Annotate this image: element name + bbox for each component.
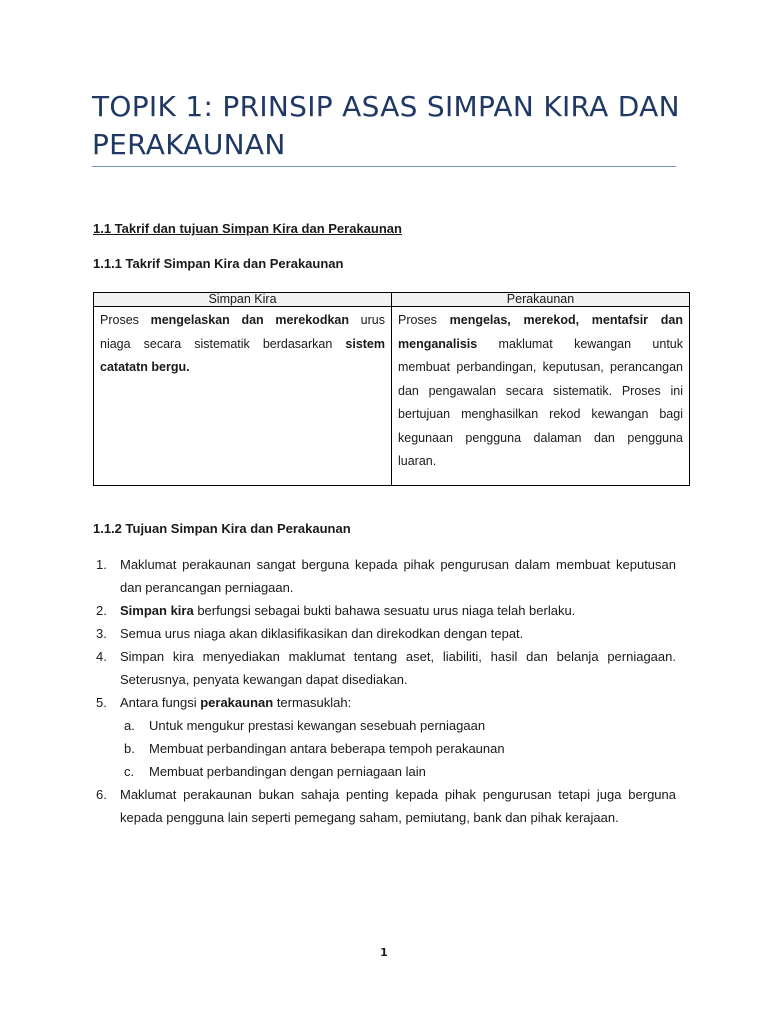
subsection-heading-purposes: 1.1.2 Tujuan Simpan Kira dan Perakaunan (93, 521, 351, 536)
sublist-text: Membuat perbandingan antara beberapa tempoh perakaunan (149, 741, 505, 756)
page-title: TOPIK 1: PRINSIP ASAS SIMPAN KIRA DAN PERAKAUNAN (92, 90, 680, 161)
list-item (93, 622, 676, 645)
accounting-functions-sublist (120, 714, 676, 783)
cell-bold-text: sistem catatatn bergu. (100, 336, 385, 374)
cell-text: maklumat kewangan untuk membuat perbandingan, keputusan, perancangan dan pengawalan secara sistematik. Proses ini bertujuan menghasilkan rekod kewangan bagi kegunaan pengguna dalaman dan pengguna luaran. (398, 336, 683, 468)
sublist-letter: b. (124, 741, 135, 756)
section-heading: 1.1 Takrif dan tujuan Simpan Kira dan Perakaunan (93, 221, 402, 236)
cell-text: Proses (398, 313, 450, 327)
column-header-simpan-kira: Simpan Kira (94, 293, 392, 307)
cell-bold-text: mengelas, merekod, mentafsir dan menganalisis (398, 313, 683, 351)
list-item (93, 599, 676, 622)
cell-bold-text: mengelaskan dan merekodkan (150, 313, 349, 327)
list-text: berfungsi sebagai bukti bahawa sesuatu urus niaga telah berlaku. (193, 603, 576, 618)
sublist-item (120, 714, 676, 737)
list-number: 2. (96, 603, 107, 618)
list-text: Semua urus niaga akan diklasifikasikan dan direkodkan dengan tepat. (120, 626, 524, 641)
table-row (94, 307, 690, 486)
sublist-text: Membuat perbandingan dengan perniagaan lain (149, 764, 426, 779)
page-number: 1 (380, 946, 388, 959)
column-header-perakaunan: Perakaunan (392, 293, 690, 307)
list-text: Maklumat perakaunan sangat berguna kepada pihak pengurusan dalam membuat keputusan dan perancangan perniagaan. (120, 557, 676, 595)
list-number: 1. (96, 557, 107, 572)
cell-text: urus niaga secara sistematik berdasarkan (100, 313, 385, 351)
cell-simpan-kira-definition (94, 307, 392, 486)
list-text: Maklumat perakaunan bukan sahaja penting kepada pihak pengurusan tetapi juga berguna kepada pengguna lain seperti pemegang saham, pemiutang, bank dan pihak kerajaan. (120, 787, 676, 825)
list-bold-text: Simpan kira (120, 603, 194, 618)
list-number: 4. (96, 649, 107, 664)
cell-perakaunan-definition (392, 307, 690, 486)
list-item (93, 783, 676, 829)
sublist-letter: c. (124, 764, 135, 779)
list-item (93, 553, 676, 599)
list-text: termasuklah: (273, 695, 352, 710)
table-header-row (94, 293, 690, 307)
list-text: Simpan kira menyediakan maklumat tentang aset, liabiliti, hasil dan belanja perniagaan. Seterusnya, penyata kewangan dapat disediakan. (120, 649, 676, 687)
title-underline-rule (92, 166, 676, 167)
sublist-item (120, 737, 676, 760)
list-item (93, 645, 676, 691)
list-bold-text: perakaunan (200, 695, 274, 710)
sublist-item (120, 760, 676, 783)
purposes-list (93, 553, 676, 829)
list-number: 5. (96, 695, 107, 710)
sublist-text: Untuk mengukur prestasi kewangan sesebuah perniagaan (149, 718, 486, 733)
list-item (93, 691, 676, 783)
list-text: Antara fungsi (120, 695, 201, 710)
subsection-heading-definitions: 1.1.1 Takrif Simpan Kira dan Perakaunan (93, 256, 344, 271)
list-number: 3. (96, 626, 107, 641)
sublist-letter: a. (124, 718, 135, 733)
cell-text: Proses (100, 313, 151, 327)
definitions-table (93, 292, 690, 486)
list-number: 6. (96, 787, 107, 802)
